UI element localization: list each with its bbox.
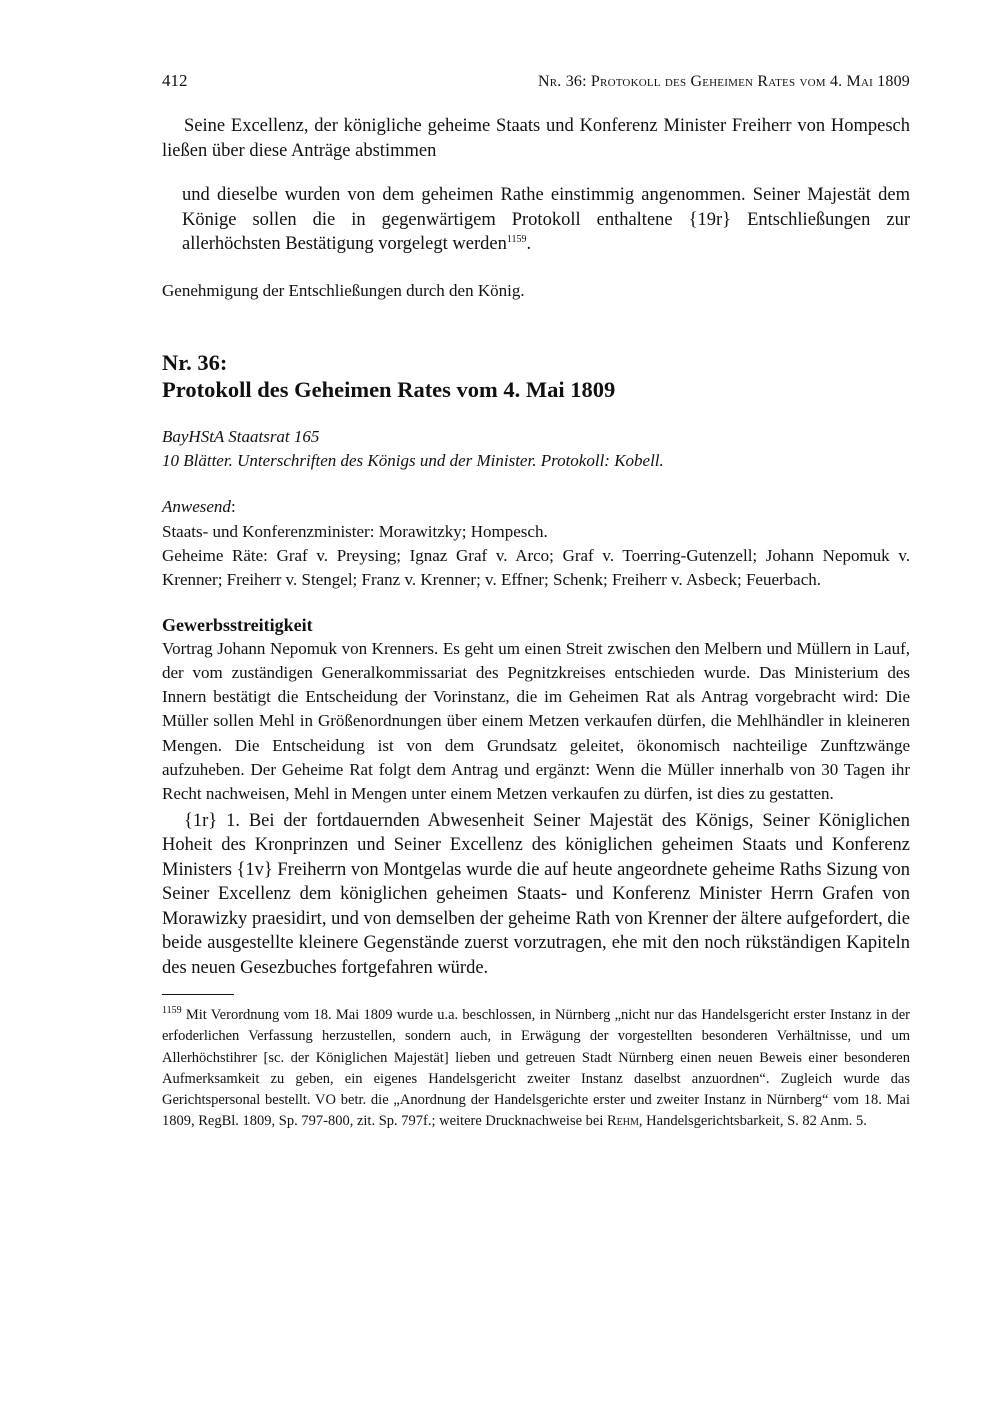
prev-decision-end: . <box>526 234 532 254</box>
footnote-number: 1159 <box>162 1005 182 1017</box>
present-label: Anwesend <box>162 497 231 517</box>
protocol-text: {1r} 1. Bei der fortdauernden Abwesenheit Seiner Majestät des Königs, Seiner Königlichen Hoheit des Kronprinzen und Seiner Excellenz des königlichen geheimen Staats und Konferenz Ministers {1v} Freiherrn von Montgelas wurde die auf heute angeordnete geheime Raths Sizung von Seiner Excellenz dem königlichen geheimen Staats- und Konferenz Minister Herrn Grafen von Morawizky praesidirt, und von demselben der geheime Rath von Krenner der ältere aufgefordert, die beide ausgestellte kleinere Gegenstände zuerst vorzutragen, ehe mit den noch rükständigen Kapiteln des neuen Gesezbuches fortgefahren würde. <box>162 810 910 978</box>
document-title: Protokoll des Geheimen Rates vom 4. Mai 1809 <box>162 376 616 402</box>
running-title: Nr. 36: Protokoll des Geheimen Rates vom 4. Mai 1809 <box>538 73 910 90</box>
section-heading: Gewerbsstreitigkeit <box>162 614 313 635</box>
prev-intro-paragraph: Seine Excellenz, der königliche geheime Staats und Konferenz Minister Freiherr von Hompesch ließen über diese Anträge abstimmen <box>162 116 910 161</box>
footnote-text-a: Mit Verordnung vom 18. Mai 1809 wurde u.a. beschlossen, in Nürnberg „nicht nur das Handelsgericht erster Instanz in der erfoderlichen Verfassung herzustellen, sondern auch, in Erwägung der vorgestellten besonderen Verhältnisse, und um Allerhöchstihrer [sc. der Königlichen Majestät] lieben und getreuen Stadt Nürnberg einen neuen Beweis einer besonderen Aufmerksamkeit zu geben, ein eigenes Handelsgericht zweiter Instanz daselbst anzuordnen“. Zugleich wurde das Gerichtspersonal bestellt. VO betr. die „Anordnung der Handelsgerichte erster und zweiter Instanz in Nürnberg“ vom 18. Mai 1809, RegBl. 1809, Sp. 797-800, zit. Sp. 797f.; weitere Drucknachweise bei <box>162 1007 910 1130</box>
source-archive: BayHStA Staatsrat 165 <box>162 426 320 446</box>
approval-note: Genehmigung der Entschließungen durch den König. <box>162 280 525 300</box>
footnote-author: Rehm <box>607 1113 639 1130</box>
section-summary: Vortrag Johann Nepomuk von Krenners. Es geht um einen Streit zwischen den Melbern und Müllern in Lauf, der vom zuständigen Generalkommissariat des Pegnitzkreises entschieden wurde. Das Ministerium des Innern bestätigt die Entscheidung der Vorinstanz, die im Geheimen Rat als Antrag vorgebracht wird: Die Müller sollen Mehl in Größenordnungen über einem Metzen verkaufen dürfen, die Mehlhändler in kleineren Mengen. Die Entscheidung ist von dem Grundsatz geleitet, ökonomisch nachteilige Zunftzwänge aufzuheben. Der Geheime Rat folgt dem Antrag und ergänzt: Wenn die Müller innerhalb von 30 Tagen ihr Recht nachweisen, Mehl in Mengen unter einem Metzen verkaufen zu dürfen, ist dies zu gestatten. <box>162 638 910 804</box>
page <box>162 70 910 1132</box>
page-number: 412 <box>162 71 188 90</box>
footnote-rule <box>162 994 234 995</box>
footnote <box>162 1005 910 1132</box>
prev-decision-text: und dieselbe wurden von dem geheimen Rathe einstimmig angenommen. Seiner Majestät dem Könige sollen die in gegenwärtigem Protokoll enthaltene {19r} Entschließungen zur allerhöchsten Bestätigung vorgelegt werden <box>182 185 910 254</box>
source-description: 10 Blätter. Unterschriften des Königs und der Minister. Protokoll: Kobell. <box>162 451 664 471</box>
prev-decision-paragraph <box>162 183 910 257</box>
footnote-reference[interactable]: 1159 <box>506 233 527 245</box>
present-label-line <box>162 495 910 519</box>
source-block <box>162 425 910 474</box>
document-heading <box>162 349 910 403</box>
present-colon: : <box>230 497 236 517</box>
attendance-block <box>162 495 910 592</box>
ministers-line: Staats- und Konferenzminister: Morawitzky; Hompesch. <box>162 521 548 541</box>
running-head <box>162 70 910 100</box>
councillors-line: Geheime Räte: Graf v. Preysing; Ignaz Graf v. Arco; Graf v. Toerring-Gutenzell; Johann Nepomuk v. Krenner; Freiherr v. Stengel; Franz v. Krenner; v. Effner; Schenk; Freiherr v. Asbeck; Feuerbach. <box>162 545 910 590</box>
footnote-text-b: , Handelsgerichtsbarkeit, S. 82 Anm. 5. <box>638 1113 867 1130</box>
document-number: Nr. 36: <box>162 349 228 375</box>
